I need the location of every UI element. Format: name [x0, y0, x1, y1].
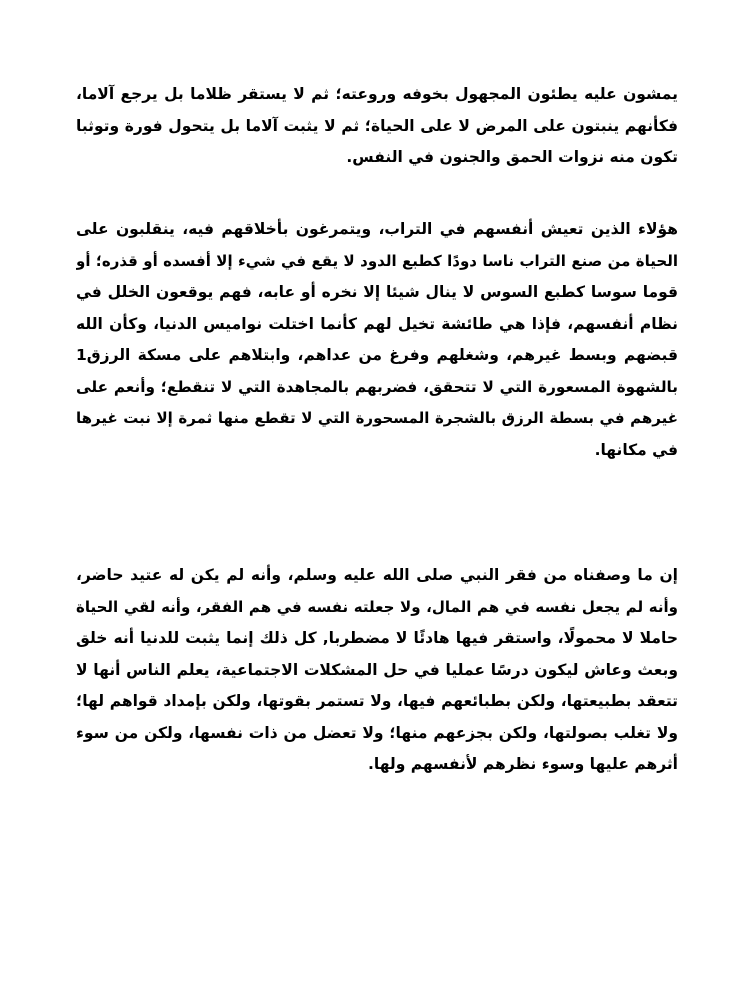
paragraph-line: وأنه لم يجعل نفسه في هم المال، ولا جعلته نفسه في هم الفقر، وأنه لقي الحياة	[76, 597, 678, 616]
paragraph-line: ولا تغلب بصولتها، ولكن بجزعهم منها؛ ولا تعضل من ذات نفسها، ولكن من سوء	[76, 723, 678, 742]
paragraph-1	[76, 79, 678, 174]
paragraph-line: وبعث وعاش ليكون درسًا عمليا في حل المشكلات الاجتماعية، يعلم الناس أنها لا	[76, 660, 678, 679]
paragraph-line: تتعقد بطبيعتها، ولكن بطبائعهم فيها، ولا تستمر بقوتها، ولكن بإمداد قواهم لها؛	[76, 692, 678, 710]
paragraph-line: تكون منه نزوات الحمق والجنون في النفس.	[346, 148, 678, 166]
paragraph-line: إن ما وصفناه من فقر النبي صلى الله عليه وسلم، وأنه لم يكن له عتيد حاضر،	[76, 566, 678, 584]
paragraph-line: حاملا لا محمولًا، واستقر فيها هادئًا لا مضطربا, كل ذلك إنما يثبت للدنيا أنه خلق	[76, 629, 678, 647]
paragraph-line: غيرهم في بسطة الرزق بالشجرة المسحورة التي لا تقطع منها ثمرة إلا نبت غيرها	[76, 409, 678, 427]
paragraph-line: فكأنهم ينبتون على المرض لا على الحياة؛ ثم لا يثبت آلاما بل يتحول فورة وتوثبا	[76, 116, 678, 135]
paragraph-line: نظام أنفسهم، فإذا هي طائشة تخيل لهم كأنما اختلت نواميس الدنيا، وكأن الله	[76, 314, 678, 333]
paragraph-3	[76, 560, 678, 781]
paragraph-line: يمشون عليه يطئون المجهول بخوفه وروعته؛ ثم لا يستقر ظلاما بل يرجع آلاما،	[76, 85, 678, 103]
paragraph-line: أثرهم عليها وسوء نظرهم لأنفسهم ولها.	[367, 755, 678, 773]
paragraph-line: بالشهوة المسعورة التي لا تتحقق، فضربهم بالمجاهدة التي لا تنقطع؛ وأنعم على	[76, 377, 678, 396]
paragraph-line: الحياة من صنع التراب ناسا دودًا كطبع الدود لا يقع في شيء إلا أفسده أو قذره؛ أو	[76, 251, 678, 270]
paragraph-line: هؤلاء الذين تعيش أنفسهم في التراب، ويتمرغون بأخلاقهم فيه، ينقلبون على	[76, 220, 678, 238]
paragraph-line: في مكانها.	[594, 440, 678, 459]
paragraph-2	[76, 214, 678, 466]
paragraph-line: قوما سوسا كطبع السوس لا ينال شيئا إلا نخره أو عابه، فهم يوقعون الخلل في	[76, 283, 678, 301]
paragraph-line: قبضهم وبسط غيرهم، وشغلهم وفرغ من عداهم، وابتلاهم على مسكة الرزق1	[76, 346, 678, 364]
